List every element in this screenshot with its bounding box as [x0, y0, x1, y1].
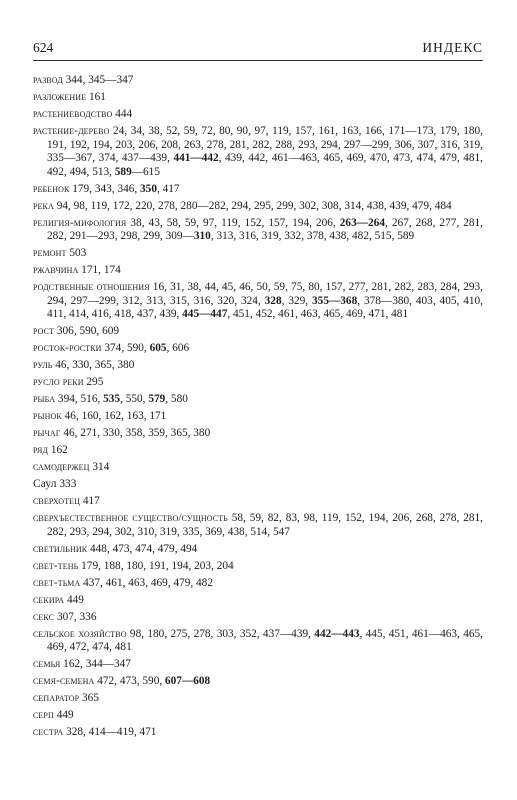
index-term: ряд	[33, 444, 49, 456]
page-ref-text: 437, 461, 463, 469, 479, 482	[83, 576, 213, 589]
page-ref-text: 394, 516,	[57, 393, 104, 405]
index-entry	[33, 709, 483, 723]
index-term: семя-семена	[33, 675, 95, 687]
page-ref-text: 179, 343, 346,	[72, 182, 141, 195]
bold-page-ref: 355—368	[312, 294, 358, 307]
index-entry	[33, 560, 483, 574]
index-entry	[33, 359, 483, 373]
page-ref-text: , 313, 316, 319, 332, 378, 438, 482, 515, 589	[210, 230, 415, 242]
page-ref-text: , 445, 451, 461—463, 465, 469, 472, 474, 481	[47, 627, 483, 653]
page-ref-text: 24, 34, 38, 52, 59, 72, 80, 90, 97, 119, 157, 161, 163, 166, 171—173, 179, 180, 191, 192, 194, 203, 206, 208, 263, 278, 281, 282, 288, 293, 294, 297—299, 306, 307, 316, 319, 335—367, 374, 437—439,	[47, 125, 483, 164]
index-term: родственные отношения	[33, 281, 150, 293]
index-entry	[33, 427, 483, 441]
index-term: росток-ростки	[33, 342, 102, 354]
page-ref-text: , 606	[166, 342, 190, 354]
index-term: сверхотец	[33, 495, 81, 507]
page-references	[83, 495, 100, 507]
page-references	[63, 658, 131, 670]
page-ref-text: , 378—380, 403, 405, 410, 411, 414, 416, 418, 437, 439,	[47, 294, 483, 320]
index-entry	[33, 91, 483, 105]
page-ref-text: 472, 473, 590,	[97, 675, 165, 687]
page-ref-text: 46, 271, 330, 358, 359, 365, 380	[63, 427, 211, 439]
index-term: сверхъестественное существо/сущность	[33, 512, 228, 524]
page-ref-text: 162, 344—347	[63, 658, 131, 670]
index-entry	[33, 217, 483, 244]
page-ref-text: 314	[92, 461, 110, 473]
index-entry-list	[33, 74, 483, 743]
page-ref-text: 161	[89, 91, 106, 103]
index-entry	[33, 264, 483, 278]
index-term: самодержец	[33, 461, 90, 473]
index-term: растениеводство	[33, 108, 113, 120]
index-entry	[33, 495, 483, 509]
index-term: сельское хозяйство	[33, 627, 127, 640]
bold-page-ref: 579	[148, 393, 166, 405]
page-ref-text: 365	[82, 692, 99, 704]
page-ref-text: , 550,	[120, 393, 149, 405]
page-references	[55, 359, 134, 371]
bold-page-ref: 535	[103, 393, 121, 405]
page-references	[65, 410, 167, 422]
page-references	[89, 91, 106, 103]
index-entry	[33, 675, 483, 689]
bold-page-ref: 350	[140, 182, 157, 195]
page-ref-text: , 417	[156, 182, 180, 195]
index-term: рост	[33, 325, 55, 337]
page-references	[82, 692, 99, 704]
page-ref-text: 374, 590,	[104, 342, 150, 354]
index-entry	[33, 658, 483, 672]
index-entry	[33, 543, 483, 557]
bold-page-ref: 445—447	[182, 308, 228, 320]
page-references	[67, 594, 84, 606]
page-references	[57, 611, 97, 623]
index-term: рыба	[33, 393, 56, 405]
index-entry	[33, 200, 483, 214]
index-term: серп	[33, 709, 54, 721]
page-references	[57, 709, 74, 721]
page-ref-text: 503	[69, 247, 87, 259]
page-references	[92, 461, 109, 473]
page-ref-text: 449	[56, 709, 74, 721]
index-term: русло реки	[33, 376, 84, 388]
page-ref-text: 448, 473, 474, 479, 494	[89, 542, 198, 555]
page-number: 624	[33, 40, 54, 55]
page-references	[81, 264, 121, 276]
bold-page-ref: 605	[149, 342, 167, 354]
page-ref-text: —615	[131, 165, 160, 178]
page-ref-text: 58, 59, 82, 83, 98, 119, 152, 194, 206, 268, 278, 281, 282, 293, 294, 302, 310, 319, 335, 369, 438, 514, 547	[47, 512, 483, 538]
bold-page-ref: 442—443	[314, 627, 360, 640]
index-entry	[33, 478, 483, 492]
running-title: ИНДЕКС	[422, 40, 483, 55]
index-entry	[33, 376, 483, 390]
page-ref-text: 344, 345—347	[65, 74, 134, 86]
index-term: ребенок	[33, 182, 70, 195]
page-references	[86, 376, 103, 388]
page-ref-text: 417	[82, 495, 100, 507]
page-ref-text: , 267, 268, 277, 281, 282, 291—293, 298, 299, 309—	[47, 216, 484, 242]
index-entry	[33, 247, 483, 261]
page-ref-text: 171, 174	[81, 264, 121, 276]
page-references	[115, 108, 132, 120]
index-term: руль	[33, 359, 53, 371]
index-term: светильник	[33, 542, 88, 555]
index-term: сестра	[33, 726, 64, 738]
index-entry	[33, 577, 483, 591]
page-ref-text: 94, 98, 119, 172, 220, 278, 280—282, 294, 295, 299, 302, 308, 314, 438, 439, 479, 484	[56, 199, 452, 212]
index-term: рынок	[33, 410, 62, 422]
index-term: семья	[33, 658, 61, 670]
page-references	[69, 247, 86, 259]
page-references	[104, 342, 189, 354]
bold-page-ref: 310	[193, 230, 211, 242]
page-ref-text: 306, 590, 609	[56, 325, 120, 337]
page-ref-text: 328, 414—419, 471	[66, 726, 157, 738]
page-references	[58, 393, 188, 405]
index-term: рычаг	[33, 427, 61, 439]
page-header	[33, 38, 483, 61]
page-ref-text: 444	[115, 108, 133, 120]
index-entry	[33, 393, 483, 407]
index-entry	[33, 461, 483, 475]
page-references	[57, 200, 452, 212]
page-references	[72, 183, 179, 195]
index-entry	[33, 692, 483, 706]
page-ref-text: 16, 31, 38, 44, 45, 46, 50, 59, 75, 80, 157, 277, 281, 282, 283, 284, 293, 294, 297—299, 312, 313, 315, 316, 320, 324,	[47, 281, 483, 307]
page-references	[51, 444, 68, 456]
index-entry	[33, 125, 483, 179]
page-ref-text: 333	[59, 478, 77, 490]
page-references	[57, 325, 119, 337]
page-references	[90, 543, 197, 555]
page-ref-text: , 329,	[281, 294, 313, 307]
index-entry	[33, 512, 483, 539]
bold-page-ref: 263—264	[339, 216, 385, 229]
page-references	[66, 726, 156, 738]
page-references	[81, 560, 234, 572]
page-ref-text: 162	[50, 444, 68, 456]
page-references	[59, 478, 76, 490]
page-references	[47, 125, 483, 178]
page-ref-text: 38, 43, 58, 59, 97, 119, 152, 157, 194, 206,	[130, 216, 340, 229]
index-term: разложение	[33, 91, 87, 103]
index-entry	[33, 611, 483, 625]
page-ref-text: 179, 188, 180, 191, 194, 203, 204	[81, 559, 234, 572]
page-ref-text: 46, 160, 162, 163, 171	[64, 410, 167, 422]
page-references	[63, 427, 210, 439]
page-ref-text: 46, 330, 365, 380	[55, 359, 135, 371]
index-entry	[33, 281, 483, 322]
page-ref-text: , 439, 442, 461—463, 465, 469, 470, 473, 474, 479, 481, 492, 494, 513,	[47, 152, 483, 178]
index-term: ремонт	[33, 247, 67, 259]
page-ref-text: 307, 336	[56, 610, 97, 623]
index-entry	[33, 325, 483, 339]
index-entry	[33, 108, 483, 122]
index-term: ржавчина	[33, 264, 79, 276]
page-references	[97, 675, 210, 687]
index-entry	[33, 726, 483, 740]
index-term: свет-тень	[33, 559, 79, 572]
bold-page-ref: 328	[264, 294, 282, 307]
index-term: развод	[33, 74, 63, 86]
index-entry	[33, 74, 483, 88]
index-entry	[33, 444, 483, 458]
index-entry	[33, 183, 483, 197]
bold-page-ref: 441—442	[173, 152, 219, 164]
index-entry	[33, 342, 483, 356]
index-term: растение-дерево	[33, 125, 110, 137]
index-term: сепаратор	[33, 692, 80, 704]
index-term: Саул	[33, 478, 57, 490]
bold-page-ref: 589	[114, 165, 132, 178]
index-entry	[33, 628, 483, 655]
page-ref-text: 295	[86, 376, 104, 388]
page-ref-text: , 451, 452, 461, 463, 465, 469, 471, 481	[227, 308, 409, 320]
index-term: река	[33, 199, 54, 212]
index-term: религия-мифология	[33, 216, 127, 229]
bold-page-ref: 607—608	[165, 675, 211, 687]
index-entry	[33, 410, 483, 424]
page-references	[66, 74, 134, 86]
index-term: секс	[33, 610, 55, 623]
page-references	[83, 577, 213, 589]
page-ref-text: , 580	[165, 393, 188, 405]
page-ref-text: 449	[66, 593, 84, 606]
index-term: свет-тьма	[33, 576, 81, 589]
index-term: секира	[33, 593, 65, 606]
page-ref-text: 98, 180, 275, 278, 303, 352, 437—439,	[129, 627, 315, 640]
index-entry	[33, 594, 483, 608]
